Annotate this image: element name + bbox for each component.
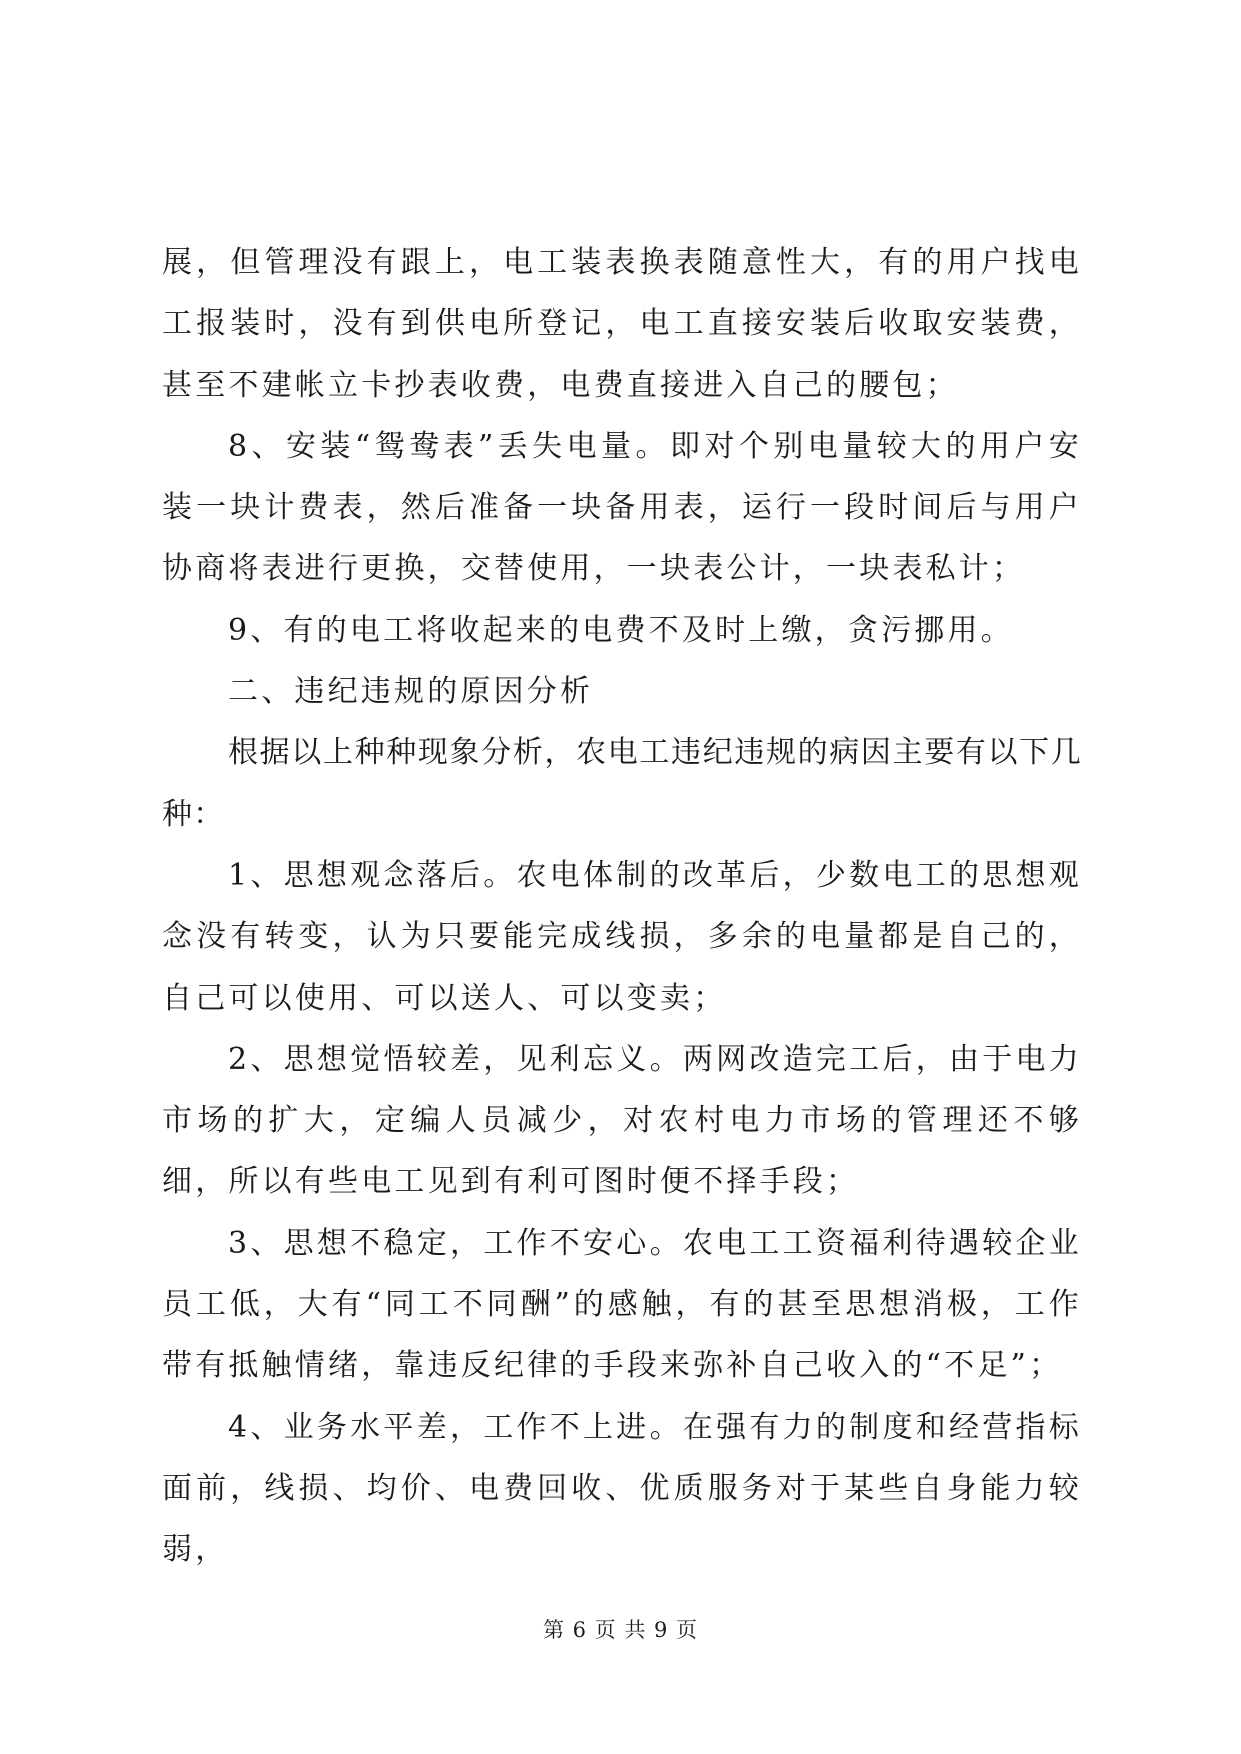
paragraph-reason-3: 3、思想不稳定，工作不安心。农电工工资福利待遇较企业员工低，大有“同工不同酬”的感触，有的甚至思想消极，工作带有抵触情绪，靠违反纪律的手段来弥补自己收入的“不足”； — [162, 1225, 1082, 1384]
body-text — [162, 232, 1082, 1581]
paragraph-item-8: 8、安装“鸳鸯表”丢失电量。即对个别电量较大的用户安装一块计费表，然后准备一块备用表，运行一段时间后与用户协商将表进行更换，交替使用，一块表公计，一块表私计； — [162, 428, 1082, 587]
page-footer: 第 6 页 共 9 页 — [542, 1618, 699, 1642]
paragraph-continuation: 展，但管理没有跟上，电工装表换表随意性大，有的用户找电工报装时，没有到供电所登记，电工直接安装后收取安装费，甚至不建帐立卡抄表收费，电费直接进入自己的腰包； — [162, 245, 1082, 403]
paragraph-reason-1: 1、思想观念落后。农电体制的改革后，少数电工的思想观念没有转变，认为只要能完成线损，多余的电量都是自己的，自己可以使用、可以送人、可以变卖； — [162, 857, 1082, 1016]
section-heading: 二、违纪违规的原因分析 — [228, 674, 594, 710]
paragraph-reason-2: 2、思想觉悟较差，见利忘义。两网改造完工后，由于电力市场的扩大，定编人员减少，对农村电力市场的管理还不够细，所以有些电工见到有利可图时便不择手段； — [162, 1041, 1082, 1200]
paragraph-intro: 根据以上种种现象分析，农电工违纪违规的病因主要有以下几种： — [162, 735, 1082, 832]
paragraph-reason-4: 4、业务水平差，工作不上进。在强有力的制度和经营指标面前，线损、均价、电费回收、优质服务对于某些自身能力较弱， — [162, 1409, 1082, 1568]
paragraph-item-9: 9、有的电工将收起来的电费不及时上缴，贪污挪用。 — [228, 612, 1014, 648]
